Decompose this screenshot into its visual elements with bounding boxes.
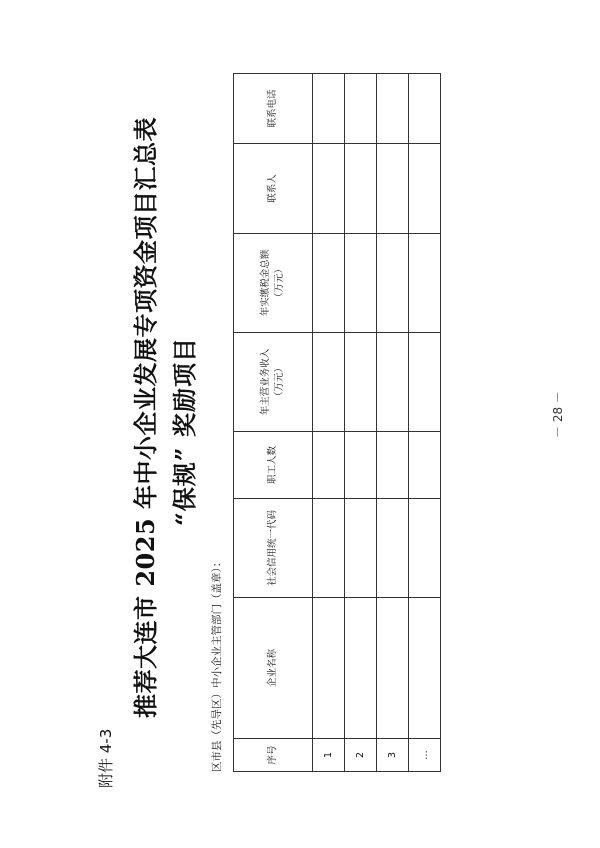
cell-contact <box>345 144 377 234</box>
header-credit-code: 社会信用统一代码 <box>234 499 313 598</box>
department-label: 区市县（先导区）中小企业主管部门（盖章）： <box>211 556 223 772</box>
summary-table <box>233 73 441 772</box>
row-seq: 1 <box>313 739 345 772</box>
cell-credit-code <box>345 499 377 598</box>
cell-tax <box>377 234 409 333</box>
document-subtitle: “保规” 奖励项目 <box>170 337 199 526</box>
row-seq: 2 <box>345 739 377 772</box>
cell-revenue <box>377 333 409 432</box>
cell-phone <box>409 74 441 144</box>
header-contact: 联系人 <box>234 144 313 234</box>
row-seq: … <box>409 739 441 772</box>
cell-contact <box>377 144 409 234</box>
cell-company-name <box>409 598 441 739</box>
page-number <box>543 391 573 438</box>
cell-phone <box>313 74 345 144</box>
cell-contact <box>409 144 441 234</box>
cell-credit-code <box>313 499 345 598</box>
header-revenue <box>234 333 313 432</box>
cell-tax <box>313 234 345 333</box>
cell-company-name <box>313 598 345 739</box>
cell-phone <box>377 74 409 144</box>
header-company-name: 企业名称 <box>234 598 313 739</box>
cell-tax <box>345 234 377 333</box>
table-header-row <box>234 74 313 772</box>
cell-contact <box>313 144 345 234</box>
cell-staff <box>409 432 441 499</box>
table-row <box>377 74 409 772</box>
cell-revenue <box>313 333 345 432</box>
cell-staff <box>313 432 345 499</box>
cell-tax <box>409 234 441 333</box>
header-revenue-label: 年主营业务收入 <box>259 348 271 416</box>
cell-credit-code <box>409 499 441 598</box>
annex-label: 附件 4-3 <box>97 728 115 788</box>
cell-revenue <box>345 333 377 432</box>
document-title: 推荐大连市 2025 年中小企业发展专项资金项目汇总表 <box>131 116 160 718</box>
row-seq: 3 <box>377 739 409 772</box>
table-row <box>345 74 377 772</box>
header-phone: 联系电话 <box>234 74 313 144</box>
cell-credit-code <box>377 499 409 598</box>
cell-company-name <box>345 598 377 739</box>
header-seq: 序号 <box>234 739 313 772</box>
cell-staff <box>377 432 409 499</box>
header-tax-unit: （万元） <box>274 264 285 303</box>
header-tax <box>234 234 313 333</box>
page-number-text: － 28 － <box>551 391 565 438</box>
table-row <box>409 74 441 772</box>
header-revenue-unit: （万元） <box>274 363 285 402</box>
header-tax-label: 年实缴税金总额 <box>259 249 271 317</box>
cell-revenue <box>409 333 441 432</box>
table-row <box>313 74 345 772</box>
cell-company-name <box>377 598 409 739</box>
header-staff-count: 职工人数 <box>234 432 313 499</box>
cell-phone <box>345 74 377 144</box>
cell-staff <box>345 432 377 499</box>
